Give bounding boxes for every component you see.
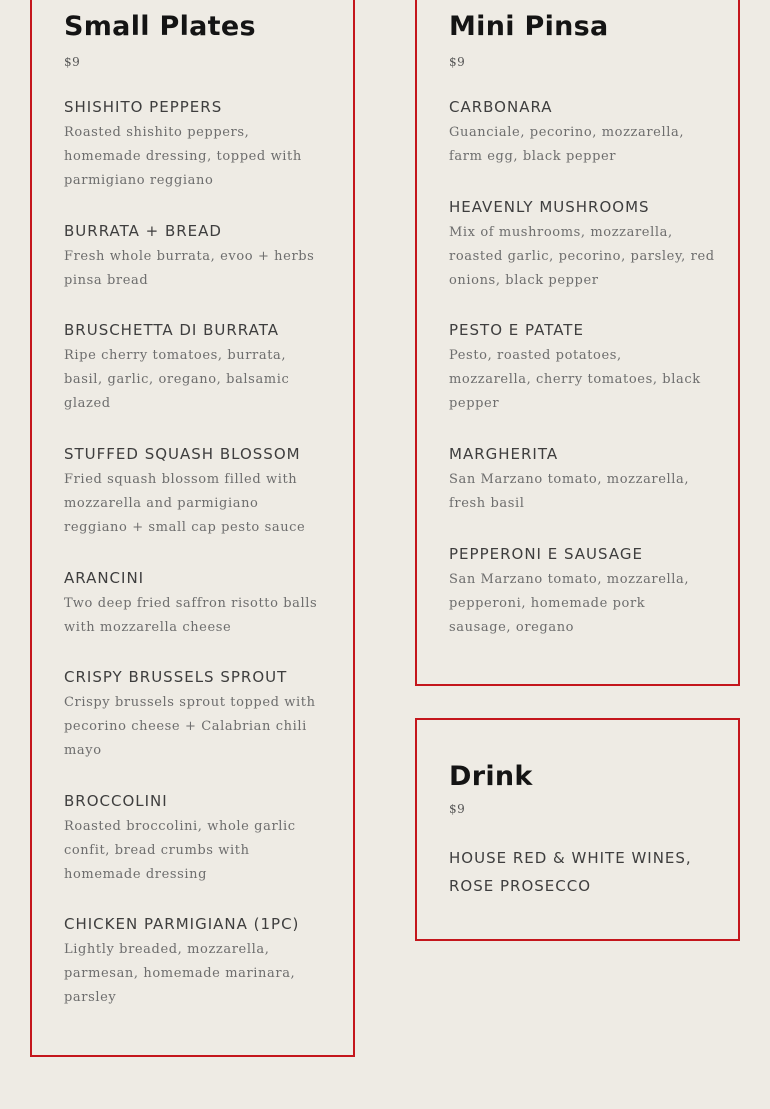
item-description	[64, 815, 326, 887]
menu-item	[449, 196, 715, 293]
description-line: Roasted shishito peppers,	[64, 125, 250, 140]
menu-item	[64, 443, 326, 540]
item-description	[64, 245, 326, 293]
menu-item	[64, 319, 326, 416]
section-title: Drink	[449, 761, 533, 792]
description-line: San Marzano tomato, mozzarella,	[449, 572, 690, 587]
item-description	[64, 691, 326, 763]
item-name: HEAVENLY MUSHROOMS	[449, 198, 650, 216]
small-plates-card	[30, 0, 355, 1057]
item-name: ROSE PROSECCO	[449, 877, 592, 895]
description-line: pepper	[449, 396, 500, 411]
description-line: reggiano + small cap pesto sauce	[64, 520, 306, 535]
description-line: pecorino cheese + Calabrian chili	[64, 719, 307, 734]
item-name: PEPPERONI E SAUSAGE	[449, 545, 643, 563]
menu-item	[449, 319, 711, 416]
item-description	[449, 468, 711, 516]
description-line: fresh basil	[449, 496, 525, 511]
item-name: HOUSE RED & WHITE WINES,	[449, 849, 692, 867]
drink-card	[415, 718, 740, 941]
description-line: Roasted broccolini, whole garlic	[64, 819, 296, 834]
description-line: glazed	[64, 396, 111, 411]
item-name: SHISHITO PEPPERS	[64, 98, 223, 116]
section-title: Mini Pinsa	[449, 11, 609, 42]
menu-item	[64, 913, 326, 1010]
item-description	[449, 221, 715, 293]
item-name: BROCCOLINI	[64, 792, 168, 810]
description-line: onions, black pepper	[449, 273, 599, 288]
description-line: Crispy brussels sprout topped with	[64, 695, 316, 710]
menu-item	[64, 666, 326, 763]
item-description	[64, 938, 326, 1010]
menu-item	[64, 790, 326, 887]
description-line: Mix of mushrooms, mozzarella,	[449, 225, 673, 240]
section-price: $9	[449, 55, 466, 69]
item-name: PESTO E PATATE	[449, 321, 584, 339]
description-line: parmesan, homemade marinara,	[64, 966, 296, 981]
menu-item	[449, 96, 711, 169]
description-line: mozzarella and parmigiano	[64, 496, 259, 511]
item-description	[449, 344, 711, 416]
description-line: roasted garlic, pecorino, parsley, red	[449, 249, 715, 264]
description-line: pinsa bread	[64, 273, 149, 288]
section-price: $9	[64, 55, 81, 69]
item-name: MARGHERITA	[449, 445, 559, 463]
description-line: Two deep fried saffron risotto balls	[64, 596, 318, 611]
menu-item	[64, 220, 326, 293]
menu-item	[64, 567, 326, 640]
item-description	[64, 344, 326, 416]
menu-item	[64, 96, 326, 193]
item-description	[449, 568, 711, 640]
item-description	[64, 592, 326, 640]
item-name: STUFFED SQUASH BLOSSOM	[64, 445, 301, 463]
description-line: San Marzano tomato, mozzarella,	[449, 472, 690, 487]
item-description	[64, 121, 326, 193]
description-line: Pesto, roasted potatoes,	[449, 348, 622, 363]
description-line: Fried squash blossom filled with	[64, 472, 298, 487]
item-name: BURRATA + BREAD	[64, 222, 222, 240]
menu-item	[449, 543, 711, 640]
description-line: mayo	[64, 743, 102, 758]
description-line: farm egg, black pepper	[449, 149, 617, 164]
description-line: Lightly breaded, mozzarella,	[64, 942, 270, 957]
menu-item	[449, 443, 711, 516]
description-line: mozzarella, cherry tomatoes, black	[449, 372, 701, 387]
description-line: confit, bread crumbs with	[64, 843, 250, 858]
mini-pinsa-card	[415, 0, 740, 686]
description-line: homemade dressing	[64, 867, 208, 882]
description-line: Fresh whole burrata, evoo + herbs	[64, 249, 315, 264]
description-line: parmigiano reggiano	[64, 173, 214, 188]
item-name: CARBONARA	[449, 98, 553, 116]
description-line: Ripe cherry tomatoes, burrata,	[64, 348, 287, 363]
item-name: CRISPY BRUSSELS SPROUT	[64, 668, 288, 686]
description-line: pepperoni, homemade pork	[449, 596, 646, 611]
section-price: $9	[449, 802, 466, 816]
section-title: Small Plates	[64, 11, 256, 42]
item-name: CHICKEN PARMIGIANA (1PC)	[64, 915, 300, 933]
item-description	[449, 121, 711, 169]
menu-item	[449, 844, 711, 900]
description-line: homemade dressing, topped with	[64, 149, 302, 164]
description-line: Guanciale, pecorino, mozzarella,	[449, 125, 685, 140]
description-line: parsley	[64, 990, 117, 1005]
item-name: ARANCINI	[64, 569, 145, 587]
description-line: with mozzarella cheese	[64, 620, 232, 635]
description-line: sausage, oregano	[449, 620, 575, 635]
item-name: BRUSCHETTA DI BURRATA	[64, 321, 279, 339]
item-description	[64, 468, 326, 540]
description-line: basil, garlic, oregano, balsamic	[64, 372, 290, 387]
